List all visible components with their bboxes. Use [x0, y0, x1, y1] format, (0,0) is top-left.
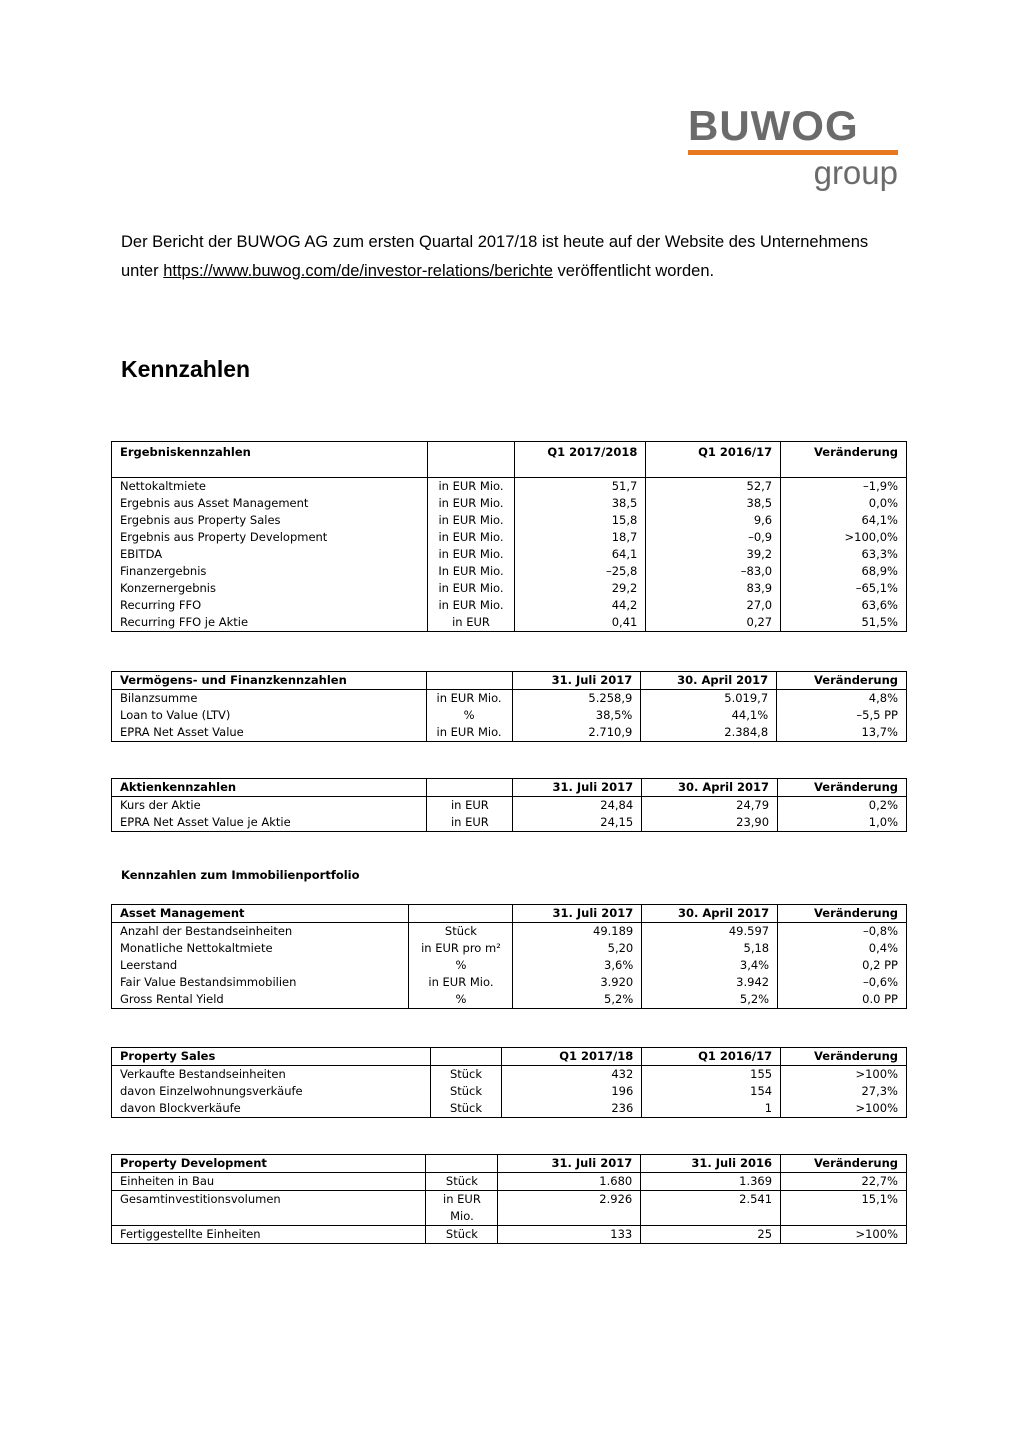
row-unit: in EUR: [427, 814, 513, 832]
header-cell: Asset Management: [112, 905, 409, 923]
row-value: 38,5: [646, 495, 781, 512]
row-value: 5,18: [642, 940, 778, 957]
row-label: EPRA Net Asset Value je Aktie: [112, 814, 427, 832]
row-unit: Stück: [430, 1066, 502, 1084]
row-value: 196: [502, 1083, 642, 1100]
table-row: [112, 529, 907, 546]
table-ergebniskennzahlen: [111, 441, 907, 632]
row-value: 133: [498, 1226, 641, 1244]
row-value: 5,2%: [513, 991, 642, 1009]
row-label: Bilanzsumme: [112, 690, 427, 708]
row-unit: Stück: [426, 1173, 498, 1191]
row-label: Anzahl der Bestandseinheiten: [112, 923, 409, 941]
row-value: –25,8: [515, 563, 646, 580]
row-value: 25: [641, 1226, 781, 1244]
intro-prefix: unter: [121, 262, 164, 280]
row-value: 0,27: [646, 614, 781, 632]
table-vermoegenskennzahlen: [111, 671, 907, 742]
row-change: –65,1%: [781, 580, 907, 597]
row-value: 24,79: [642, 797, 778, 815]
table-header-row: [112, 1048, 907, 1066]
header-cell: Property Sales: [112, 1048, 431, 1066]
row-value: 24,15: [513, 814, 642, 832]
row-unit: in EUR Mio.: [426, 724, 512, 742]
row-value: 24,84: [513, 797, 642, 815]
row-change: 0,4%: [778, 940, 907, 957]
investor-relations-link[interactable]: https://www.buwog.com/de/investor-relations/berichte: [163, 262, 553, 280]
row-label: Finanzergebnis: [112, 563, 428, 580]
table-row: [112, 690, 907, 708]
row-change: –0,6%: [778, 974, 907, 991]
intro-suffix: veröffentlicht worden.: [552, 262, 715, 280]
row-unit: %: [426, 707, 512, 724]
table-property-sales: [111, 1047, 907, 1118]
header-cell: 31. Juli 2017: [498, 1155, 641, 1173]
row-change: >100%: [781, 1226, 907, 1244]
row-value: 49.597: [642, 923, 778, 941]
header-cell: 30. April 2017: [641, 672, 777, 690]
row-label: EPRA Net Asset Value: [112, 724, 427, 742]
table-row: [112, 597, 907, 614]
row-unit: in EUR pro m²: [409, 940, 513, 957]
header-cell: Ergebniskennzahlen: [112, 442, 428, 478]
row-value: 18,7: [515, 529, 646, 546]
row-label: Nettokaltmiete: [112, 478, 428, 496]
header-cell: Veränderung: [781, 1048, 907, 1066]
row-value: 0,41: [515, 614, 646, 632]
row-value: 9,6: [646, 512, 781, 529]
row-change: 27,3%: [781, 1083, 907, 1100]
header-cell: 31. Juli 2016: [641, 1155, 781, 1173]
row-label: davon Blockverkäufe: [112, 1100, 431, 1118]
header-cell: Veränderung: [777, 672, 907, 690]
row-change: 1,0%: [778, 814, 907, 832]
row-change: 22,7%: [781, 1173, 907, 1191]
table-row: [112, 974, 907, 991]
row-value: 23,90: [642, 814, 778, 832]
intro-paragraph: [121, 228, 911, 286]
row-change: 63,6%: [781, 597, 907, 614]
row-value: 15,8: [515, 512, 646, 529]
row-unit: in EUR: [427, 797, 513, 815]
logo-subtitle: group: [813, 154, 898, 191]
table-row: [112, 546, 907, 563]
row-value: 44,1%: [641, 707, 777, 724]
header-cell: Q1 2016/17: [646, 442, 781, 478]
row-label: Gross Rental Yield: [112, 991, 409, 1009]
row-change: –0,8%: [778, 923, 907, 941]
header-cell: Veränderung: [781, 442, 907, 478]
row-value: –83,0: [646, 563, 781, 580]
row-change: >100%: [781, 1066, 907, 1084]
row-value: 2.541: [641, 1191, 781, 1226]
header-cell: 30. April 2017: [642, 905, 778, 923]
row-change: 4,8%: [777, 690, 907, 708]
table-row: [112, 707, 907, 724]
table-property-development: [111, 1154, 907, 1244]
row-unit: in EUR Mio.: [427, 597, 515, 614]
row-change: 51,5%: [781, 614, 907, 632]
header-cell: Veränderung: [778, 905, 907, 923]
portfolio-heading: Kennzahlen zum Immobilienportfolio: [121, 868, 360, 882]
row-value: 5,2%: [642, 991, 778, 1009]
row-label: EBITDA: [112, 546, 428, 563]
row-unit: Stück: [430, 1100, 502, 1118]
row-label: Ergebnis aus Property Sales: [112, 512, 428, 529]
row-label: Kurs der Aktie: [112, 797, 427, 815]
row-value: 1.369: [641, 1173, 781, 1191]
row-change: 0.0 PP: [778, 991, 907, 1009]
row-change: –1,9%: [781, 478, 907, 496]
row-unit: in EUR Mio.: [426, 1191, 498, 1226]
row-value: 5.258,9: [512, 690, 641, 708]
header-cell: [426, 1155, 498, 1173]
table-row: [112, 1083, 907, 1100]
table-row: [112, 957, 907, 974]
row-unit: In EUR Mio.: [427, 563, 515, 580]
row-change: 63,3%: [781, 546, 907, 563]
row-change: 13,7%: [777, 724, 907, 742]
row-label: davon Einzelwohnungsverkäufe: [112, 1083, 431, 1100]
table-row: [112, 923, 907, 941]
row-label: Konzernergebnis: [112, 580, 428, 597]
table-row: [112, 940, 907, 957]
table-row: [112, 991, 907, 1009]
page-heading: Kennzahlen: [121, 356, 251, 382]
table-row: [112, 614, 907, 632]
row-value: 3.920: [513, 974, 642, 991]
header-cell: Property Development: [112, 1155, 426, 1173]
row-unit: in EUR Mio.: [426, 690, 512, 708]
table-row: [112, 512, 907, 529]
row-value: 432: [502, 1066, 642, 1084]
header-cell: Q1 2017/2018: [515, 442, 646, 478]
header-cell: Q1 2016/17: [642, 1048, 781, 1066]
row-value: –0,9: [646, 529, 781, 546]
row-value: 3.942: [642, 974, 778, 991]
row-value: 64,1: [515, 546, 646, 563]
row-label: Fertiggestellte Einheiten: [112, 1226, 426, 1244]
row-value: 52,7: [646, 478, 781, 496]
row-change: >100%: [781, 1100, 907, 1118]
row-change: 0,2%: [778, 797, 907, 815]
table-row: [112, 495, 907, 512]
row-unit: in EUR Mio.: [427, 495, 515, 512]
row-value: 1: [642, 1100, 781, 1118]
row-value: 51,7: [515, 478, 646, 496]
row-change: >100,0%: [781, 529, 907, 546]
row-label: Fair Value Bestandsimmobilien: [112, 974, 409, 991]
table-aktienkennzahlen: [111, 778, 907, 832]
row-value: 39,2: [646, 546, 781, 563]
row-value: 5.019,7: [641, 690, 777, 708]
logo-wordmark: BUWOG: [688, 102, 859, 149]
table-asset-management: [111, 904, 907, 1009]
row-value: 38,5%: [512, 707, 641, 724]
table-row: [112, 580, 907, 597]
table-row: [112, 1100, 907, 1118]
row-value: 29,2: [515, 580, 646, 597]
row-change: 0,2 PP: [778, 957, 907, 974]
header-cell: 31. Juli 2017: [513, 779, 642, 797]
table-row: [112, 814, 907, 832]
row-label: Loan to Value (LTV): [112, 707, 427, 724]
header-cell: [426, 672, 512, 690]
row-value: 83,9: [646, 580, 781, 597]
table-row: [112, 1066, 907, 1084]
row-unit: in EUR Mio.: [427, 580, 515, 597]
row-unit: Stück: [426, 1226, 498, 1244]
row-unit: in EUR Mio.: [409, 974, 513, 991]
intro-line-1: Der Bericht der BUWOG AG zum ersten Quartal 2017/18 ist heute auf der Website des Unternehmens: [121, 233, 869, 251]
row-unit: in EUR Mio.: [427, 512, 515, 529]
row-change: 68,9%: [781, 563, 907, 580]
header-cell: 31. Juli 2017: [512, 672, 641, 690]
row-value: 44,2: [515, 597, 646, 614]
row-value: 236: [502, 1100, 642, 1118]
table-row: [112, 797, 907, 815]
header-cell: Veränderung: [778, 779, 907, 797]
row-label: Recurring FFO: [112, 597, 428, 614]
table-header-row: [112, 672, 907, 690]
row-label: Ergebnis aus Asset Management: [112, 495, 428, 512]
row-value: 3,6%: [513, 957, 642, 974]
row-label: Leerstand: [112, 957, 409, 974]
header-cell: Q1 2017/18: [502, 1048, 642, 1066]
row-unit: Stück: [409, 923, 513, 941]
header-cell: 30. April 2017: [642, 779, 778, 797]
row-value: 27,0: [646, 597, 781, 614]
row-label: Recurring FFO je Aktie: [112, 614, 428, 632]
header-cell: [430, 1048, 502, 1066]
row-value: 2.710,9: [512, 724, 641, 742]
header-cell: Veränderung: [781, 1155, 907, 1173]
table-row: [112, 1191, 907, 1226]
row-label: Gesamtinvestitionsvolumen: [112, 1191, 426, 1226]
row-value: 38,5: [515, 495, 646, 512]
row-unit: in EUR: [427, 614, 515, 632]
row-unit: %: [409, 991, 513, 1009]
header-cell: Aktienkennzahlen: [112, 779, 427, 797]
buwog-logo: [688, 104, 900, 191]
row-unit: in EUR Mio.: [427, 529, 515, 546]
row-unit: Stück: [430, 1083, 502, 1100]
table-row: [112, 1226, 907, 1244]
table-row: [112, 724, 907, 742]
header-cell: Vermögens- und Finanzkennzahlen: [112, 672, 427, 690]
row-label: Monatliche Nettokaltmiete: [112, 940, 409, 957]
row-value: 1.680: [498, 1173, 641, 1191]
row-change: 0,0%: [781, 495, 907, 512]
table-row: [112, 563, 907, 580]
row-unit: in EUR Mio.: [427, 546, 515, 563]
row-unit: %: [409, 957, 513, 974]
row-unit: in EUR Mio.: [427, 478, 515, 496]
table-header-row: [112, 1155, 907, 1173]
table-header-row: [112, 779, 907, 797]
row-change: –5,5 PP: [777, 707, 907, 724]
header-cell: [409, 905, 513, 923]
row-change: 15,1%: [781, 1191, 907, 1226]
table-row: [112, 478, 907, 496]
row-value: 3,4%: [642, 957, 778, 974]
row-value: 5,20: [513, 940, 642, 957]
header-cell: [427, 779, 513, 797]
header-cell: [427, 442, 515, 478]
row-label: Verkaufte Bestandseinheiten: [112, 1066, 431, 1084]
row-value: 2.926: [498, 1191, 641, 1226]
header-cell: 31. Juli 2017: [513, 905, 642, 923]
row-label: Ergebnis aus Property Development: [112, 529, 428, 546]
row-value: 2.384,8: [641, 724, 777, 742]
row-label: Einheiten in Bau: [112, 1173, 426, 1191]
row-change: 64,1%: [781, 512, 907, 529]
row-value: 155: [642, 1066, 781, 1084]
table-header-row: [112, 442, 907, 478]
row-value: 49.189: [513, 923, 642, 941]
row-value: 154: [642, 1083, 781, 1100]
table-row: [112, 1173, 907, 1191]
table-header-row: [112, 905, 907, 923]
